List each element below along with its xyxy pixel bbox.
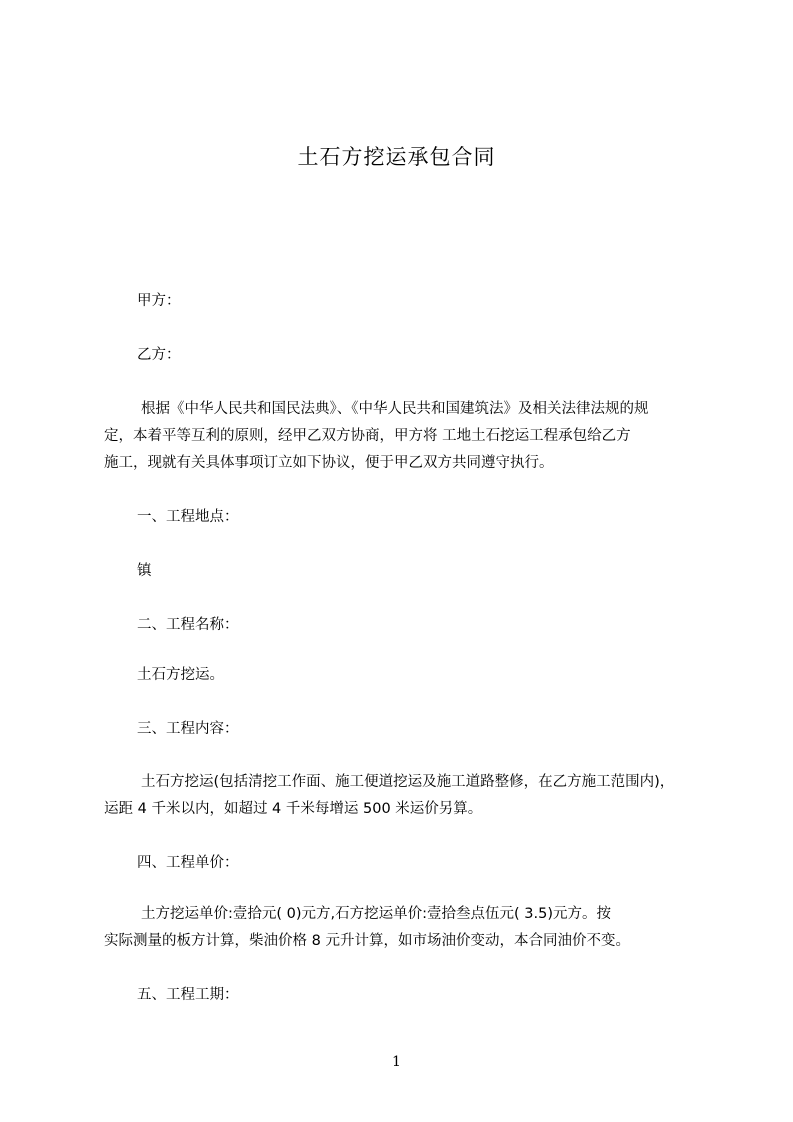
section-1-body: 镇 — [137, 563, 152, 579]
section-2-body: 土石方挖运。 — [137, 667, 224, 683]
section-4-body-line-1: 土方挖运单价:壹拾元( 0)元方,石方挖运单价:壹拾叁点伍元( 3.5)元方。按 — [141, 906, 612, 922]
section-3-heading: 三、工程内容： — [137, 721, 239, 737]
section-5-heading: 五、工程工期： — [137, 987, 239, 1003]
section-1-heading: 一、工程地点： — [137, 509, 239, 525]
preamble-line-2: 定，本着平等互利的原则，经甲乙双方协商，甲方将 工地土石挖运工程承包给乙方 — [104, 428, 631, 444]
preamble-line-1: 根据《中华人民共和国民法典》、《中华人民共和国建筑法》及相关法律法规的规 — [141, 401, 649, 417]
section-4-heading: 四、工程单价： — [137, 855, 239, 871]
party-b-label: 乙方： — [137, 347, 181, 363]
party-a-label: 甲方： — [137, 293, 181, 309]
section-2-heading: 二、工程名称： — [137, 617, 239, 633]
section-3-body-line-1: 土石方挖运(包括清挖工作面、施工便道挖运及施工道路整修，在乙方施工范围内)， — [141, 774, 675, 790]
page-number: 1 — [392, 1054, 401, 1070]
preamble-line-3: 施工，现就有关具体事项订立如下协议，便于甲乙双方共同遵守执行。 — [104, 455, 554, 471]
document-title: 土石方挖运承包合同 — [297, 145, 496, 169]
section-3-body-line-2: 运距 4 千米以内，如超过 4 千米每增运 500 米运价另算。 — [104, 801, 483, 817]
section-4-body-line-2: 实际测量的板方计算，柴油价格 8 元升计算，如市场油价变动，本合同油价不变。 — [104, 933, 630, 949]
